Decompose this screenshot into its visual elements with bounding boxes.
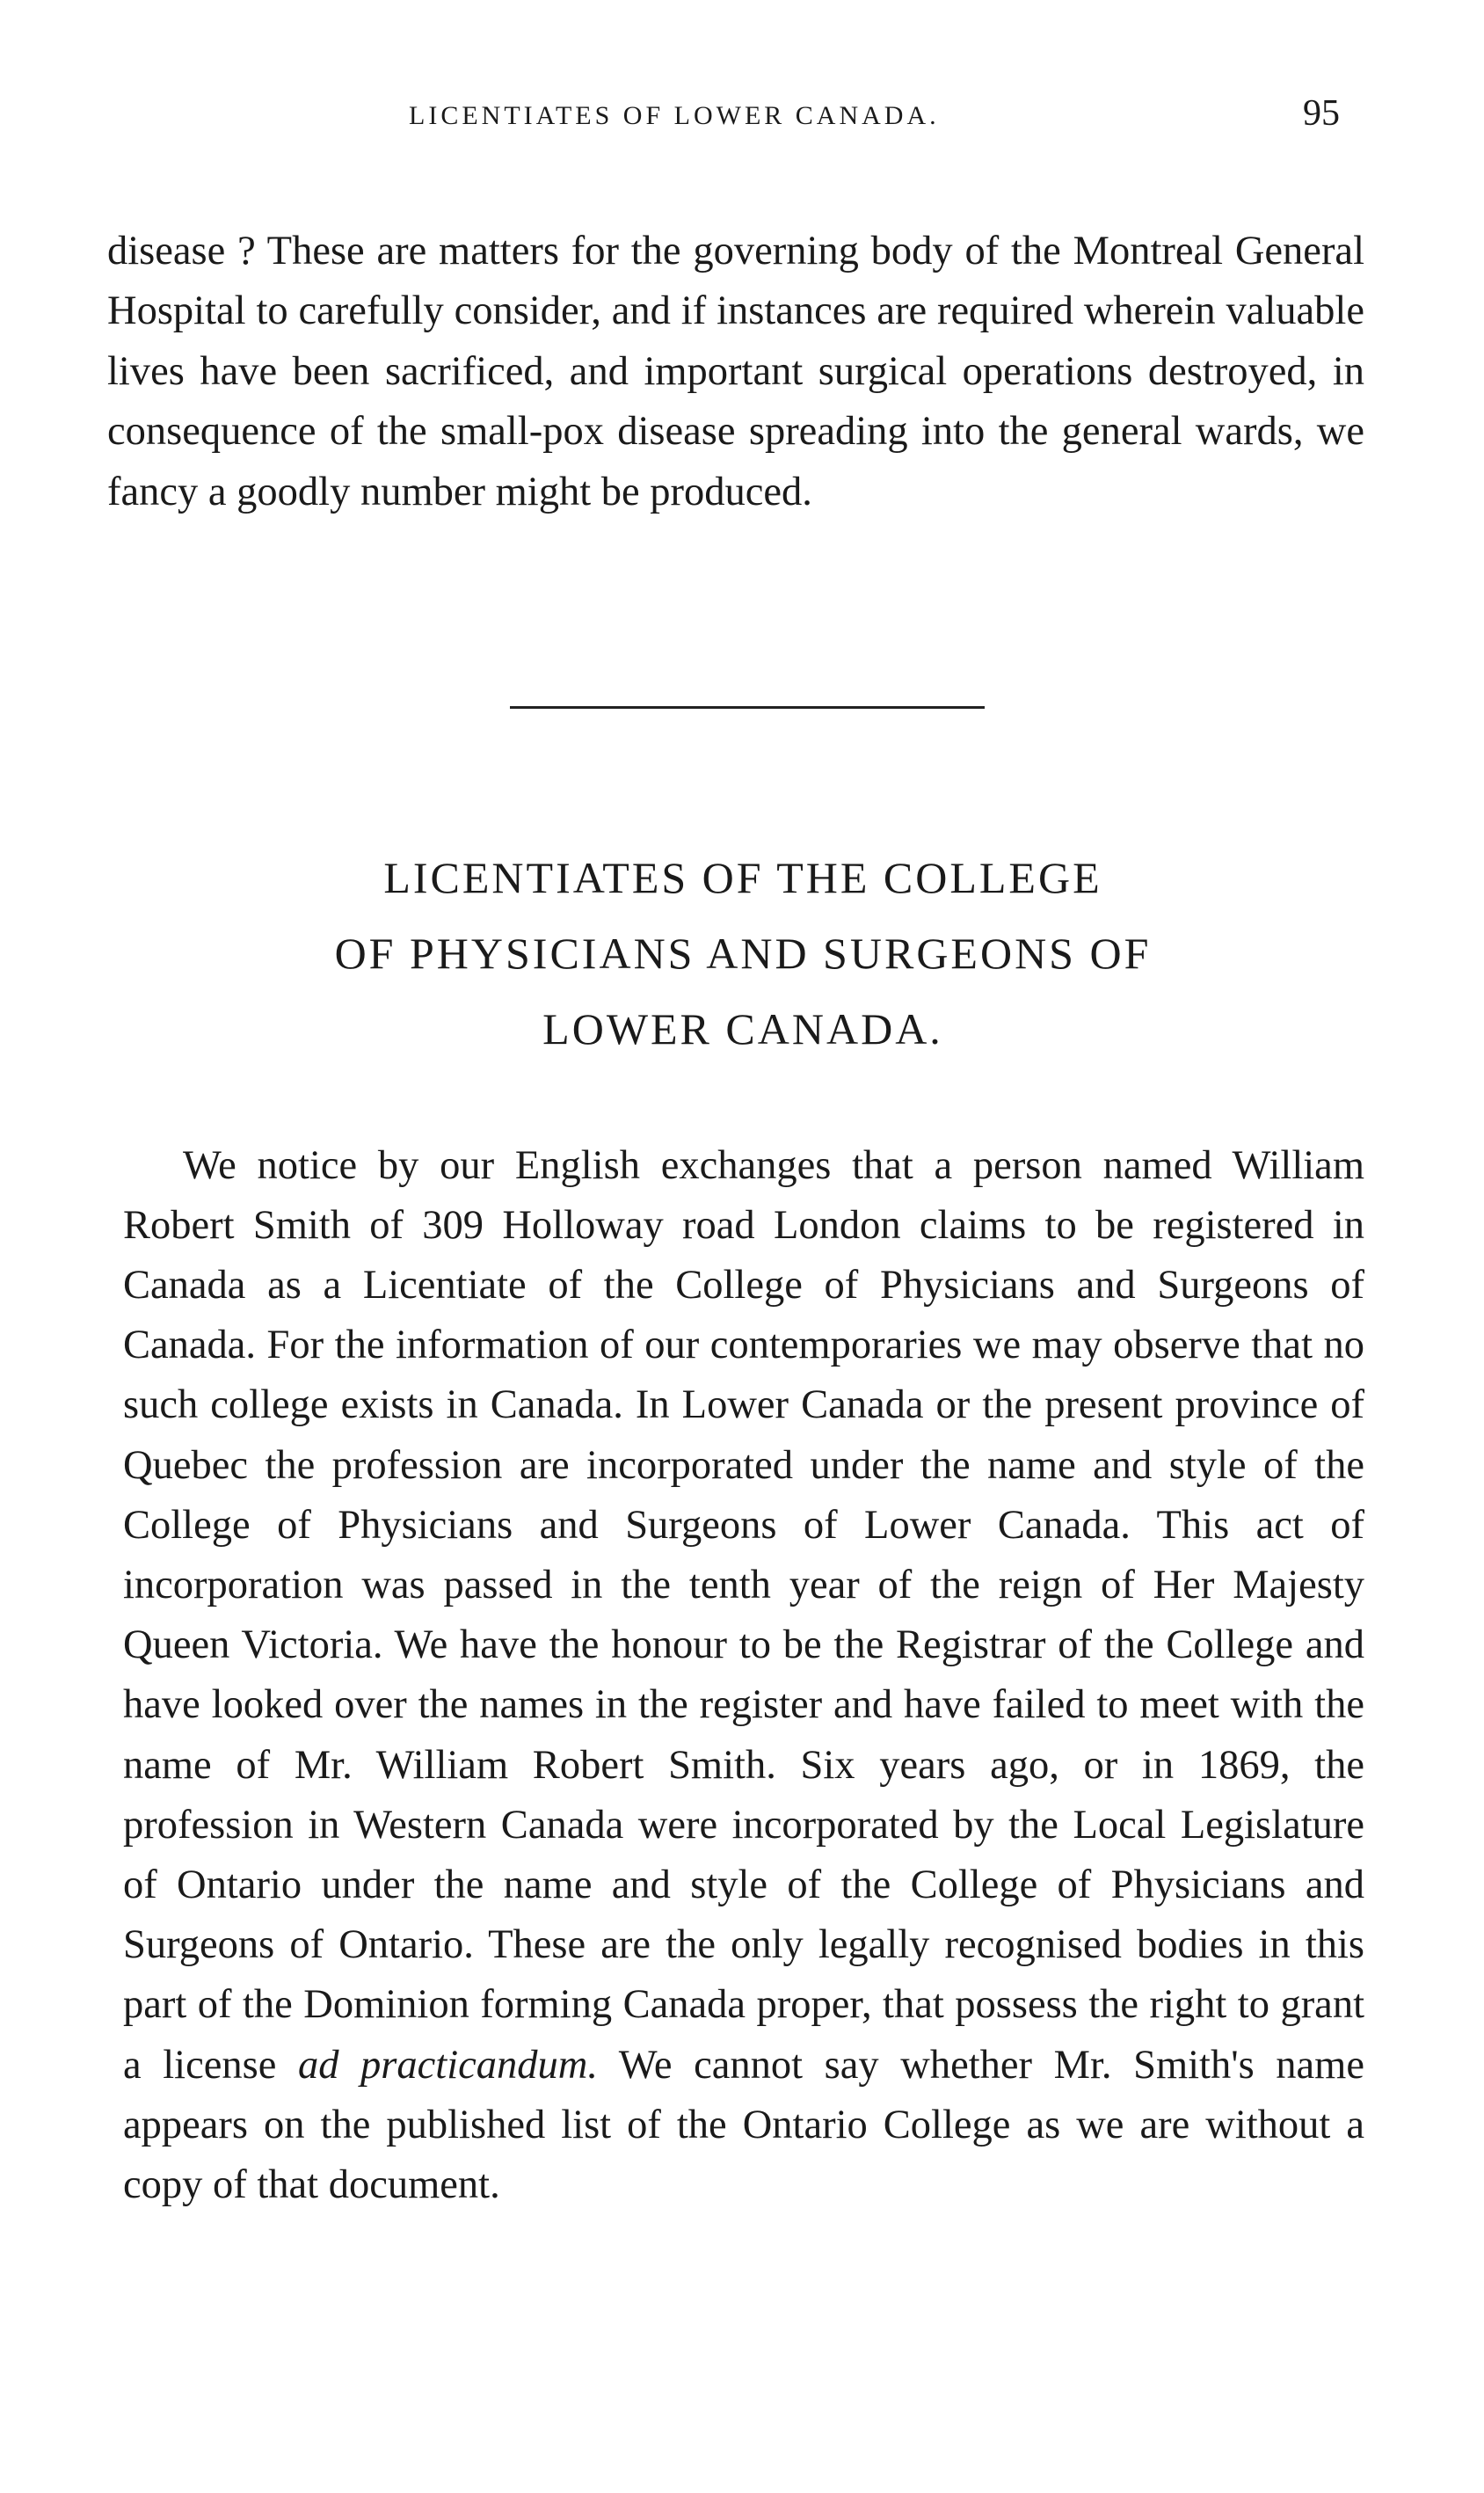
heading-line-2: OF PHYSICIANS AND SURGEONS OF xyxy=(334,929,1152,978)
article-heading xyxy=(114,840,1371,1067)
running-title: LICENTIATES OF LOWER CANADA. xyxy=(409,101,940,130)
body-text-end: We cannot say whether Mr. Smith's name appears on the published list of the Ontario College as we are without a copy of that document. xyxy=(123,2042,1364,2207)
article-body xyxy=(123,1136,1364,2216)
heading-line-3: LOWER CANADA. xyxy=(542,1004,943,1053)
page-number: 95 xyxy=(1303,93,1340,134)
body-text-main: We notice by our English exchanges that a person named William Robert Smith of 309 Holloway road London claims to be registered in Canada as a Licentiate of the College of Physicians and Surgeons of Canada. For the information of our contemporaries we may observe that no such college exists in Canada. In Lower Canada or the present province of Quebec the profession are incorporated under the name and style of the College of Physicians and Surgeons of Lower Canada. This act of incorporation was passed in the tenth year of the reign of Her Majesty Queen Victoria. We have the honour to be the Registrar of the College and have looked over the names in the register and have failed to meet with the name of Mr. William Robert Smith. Six years ago, or in 1869, the profession in Western Canada were incorporated by the Local Legislature of Ontario under the name and style of the College of Physicians and Surgeons of Ontario. These are the only legally recognised bodies in this part of the Dominion forming Canada proper, that possess the right to grant a license xyxy=(123,1142,1364,2088)
heading-line-1: LICENTIATES OF THE COLLEGE xyxy=(383,853,1102,902)
running-head xyxy=(0,92,1484,145)
italic-phrase: ad practicandum. xyxy=(297,2042,598,2088)
section-divider xyxy=(510,706,985,709)
continuation-paragraph: disease ? These are matters for the governing body of the Montreal General Hospital to carefully consider, and if instances are required wherein valuable lives have been sacrificed, and important surgical operations destroyed, in consequence of the small-pox disease spreading into the general wards, we fancy a goodly number might be produced. xyxy=(107,228,1364,514)
